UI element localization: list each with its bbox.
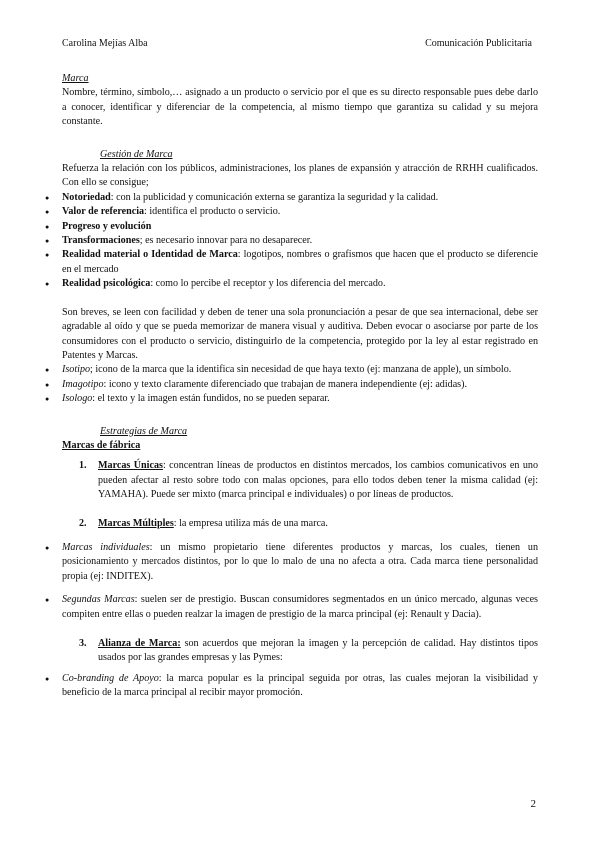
list-item: ● Valor de referencia: identifica el producto o servicio. [62,205,538,219]
alianza-sublist [62,672,538,701]
document-body [62,72,538,710]
page-number: 2 [530,798,536,810]
list-item: ● Imagotipo: icono y texto claramente diferenciado que trabajan de manera independiente (ej: adidas). [62,378,538,392]
section-title-estrategias: Estrategias de Marca [100,425,188,437]
list-item: ● Segundas Marcas: suelen ser de prestigio. Buscan consumidores segmentados en un único mercado, algunas veces compiten entre ellas o pueden realzar la imagen de prestigio de la marca principal (ej: Renault y Dacia). [62,593,538,622]
subtitle-marcas-fabrica: Marcas de fábrica [62,439,141,451]
header-subject: Comunicación Publicitaria [425,38,532,49]
header-author: Carolina Mejías Alba [62,38,148,49]
list-item: ● Progreso y evolución [62,220,538,234]
list-item: ● Marcas individuales: un mismo propietario tiene diferentes productos y marcas, los cuales, tienen un posicionamiento y mercados distintos, por lo que lo malo de una no afecta a otra. Cada marca tiene personalidad propia (ej: INDITEX). [62,541,538,584]
paragraph-breves: Son breves, se leen con facilidad y deben de tener una sola pronunciación a pesar de que sea internacional, debe ser agradable al oído y que se pueda memorizar de manera visual y auditiva. Deben evocar o asociarse por parte de los consumidores con el producto o servicio, distinguirlo de la competencia, protegido por la ley al estar registrado en Patentes y Marcas. [62,306,538,361]
list-item: 2. Marcas Múltiples: la empresa utiliza más de una marca. [79,517,328,529]
list-item: ● Isologo: el texto y la imagen están fundidos, no se pueden separar. [62,392,538,406]
list-item: ● Notoriedad: con la publicidad y comunicación externa se garantiza la seguridad y la calidad. [62,191,538,205]
list-item: ● Isotipo; icono de la marca que la identifica sin necesidad de que haya texto (ej: manzana de apple), un símbolo. [62,363,538,377]
paragraph-gestion-intro: Refuerza la relación con los públicos, administraciones, los planes de expansión y atracción de RRHH cualificados. Con ello se consigue; [62,163,538,189]
list-item: ● Transformaciones; es necesario innovar para no desaparecer. [62,234,538,248]
gestion-list [62,191,538,292]
list-item: ● Realidad psicológica: como lo percibe el receptor y los diferencia del mercado. [62,277,538,291]
list-item: ● Co-branding de Apoyo: la marca popular es la principal seguida por otras, las cuales mejoran la visibilidad y beneficio de la marca principal al recibir mayor promoción. [62,672,538,701]
tipos-list [62,363,538,406]
section-title-marca: Marca [62,73,89,84]
marcas-multiples-sublist [62,541,538,622]
section-title-gestion: Gestión de Marca [100,148,173,160]
list-item: 3. Alianza de Marca: son acuerdos que mejoran la imagen y la percepción de calidad. Hay distintos tipos usados por las grandes empresas y las Pymes: [79,638,538,664]
paragraph-marca: Nombre, término, símbolo,… asignado a un producto o servicio por el que es su directo responsable pues debe darlo a conocer, identificar y diferenciar de la competencia, al mismo tiempo que garantiza su calidad y su mejora constante. [62,87,538,128]
estrategias-list [62,459,538,700]
list-item: ● Realidad material o Identidad de Marca: logotipos, nombres o grafismos que hacen que el producto se diferencie en el mercado [62,248,538,277]
list-item: 1. Marcas Únicas: concentran líneas de productos en distintos mercados, los cambios comunicativos en uno pueden afectar al resto sobre todo con malas opciones, para ello todos deben tener la misma calidad (ej: YAMAHA). Puede ser mixto (marca principal e individuales) o por líneas de productos. [79,460,538,501]
